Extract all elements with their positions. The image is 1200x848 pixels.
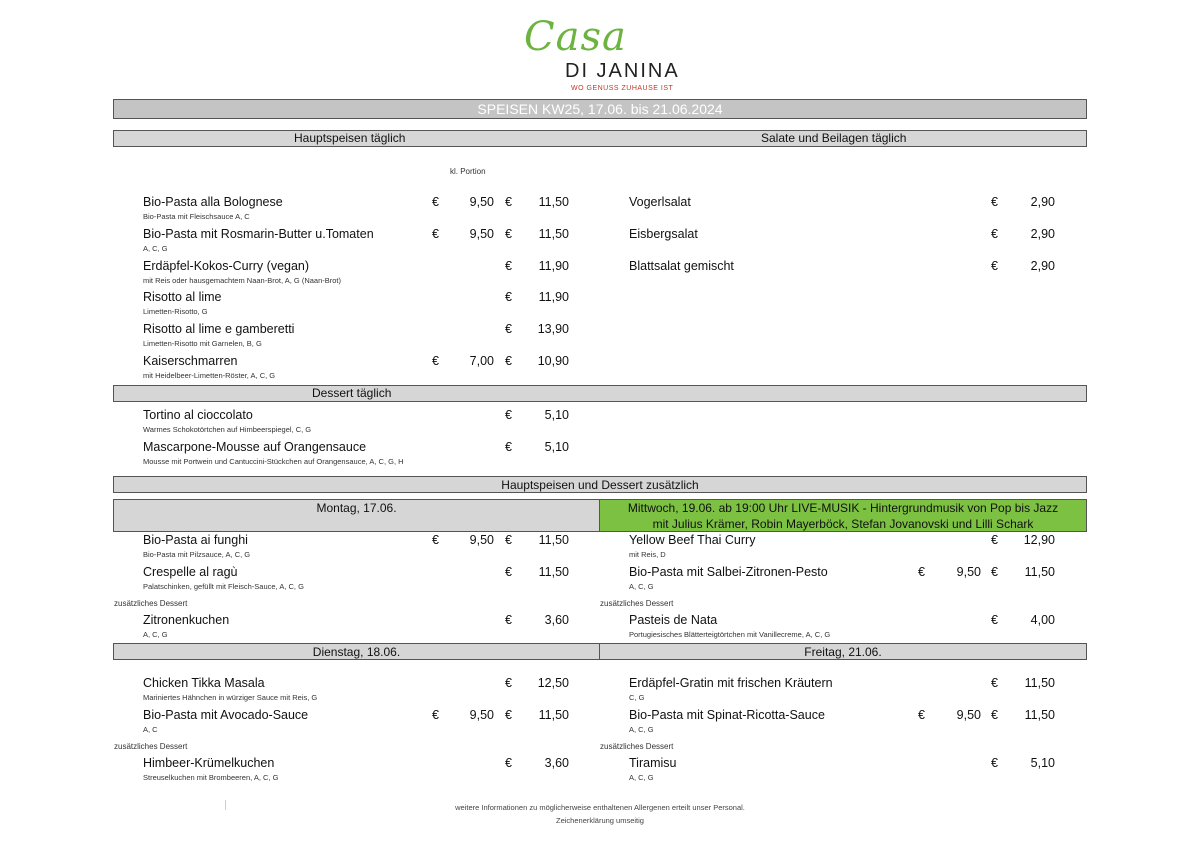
menu-item-price: 11,50	[538, 533, 569, 547]
menu-item-desc: Warmes Schokotörtchen auf Himbeerspiegel, C, G	[143, 425, 312, 434]
euro-sign: €	[505, 533, 512, 547]
menu-item-price: 11,50	[538, 226, 569, 241]
euro-sign: €	[505, 408, 512, 422]
menu-item-desc: mit Reis oder hausgemachtem Naan-Brot, A, G (Naan-Brot)	[143, 275, 341, 285]
header-dessert: Dessert täglich	[312, 386, 392, 400]
menu-item-price: 12,50	[537, 676, 569, 690]
euro-sign: €	[918, 707, 925, 722]
menu-item-price: 3,60	[544, 613, 569, 627]
menu-item-price: 11,90	[538, 290, 569, 305]
euro-sign: €	[505, 226, 512, 241]
euro-sign: €	[505, 613, 512, 627]
menu-item-desc: A, C, G	[143, 243, 168, 253]
euro-sign: €	[505, 322, 512, 337]
menu-item-price: 10,90	[537, 354, 569, 368]
menu-item-desc: Portugiesisches Blätterteigtörtchen mit Vanillecreme, A, C, G	[629, 630, 831, 639]
menu-item-price: 5,10	[1030, 756, 1055, 770]
euro-sign: €	[505, 676, 512, 690]
menu-item-price: 11,50	[1024, 564, 1055, 579]
menu-item-desc: mit Reis, D	[629, 550, 666, 559]
menu-item-desc: A, C, G	[629, 773, 654, 782]
menu-item-price: 5,10	[544, 439, 569, 454]
extra-dessert-label: zusätzliches Dessert	[600, 742, 674, 751]
menu-item-name: Bio-Pasta alla Bolognese	[143, 195, 283, 209]
header-salate: Salate und Beilagen täglich	[761, 131, 907, 145]
menu-item-name: Mascarpone-Mousse auf Orangensauce	[143, 439, 367, 454]
menu-item-desc: A, C, G	[629, 724, 654, 734]
small-portion-price: 9,50	[956, 707, 981, 722]
menu-item-desc: A, C	[143, 724, 158, 734]
menu-item-name: Risotto al lime e gamberetti	[143, 322, 295, 337]
small-portion-price: 9,50	[956, 564, 981, 579]
extra-dessert-label: zusätzliches Dessert	[600, 599, 674, 608]
footer-allergen-note: weitere Informationen zu möglicherweise enthaltenen Allergenen erteilt unser Personal.	[455, 803, 745, 812]
euro-sign: €	[432, 195, 439, 209]
menu-item-name: Bio-Pasta mit Spinat-Ricotta-Sauce	[629, 707, 825, 722]
menu-item-name: Bio-Pasta ai funghi	[143, 533, 248, 547]
montag-header-bar	[113, 499, 600, 532]
salad-name: Eisbergsalat	[629, 226, 698, 241]
euro-sign: €	[432, 533, 439, 547]
small-portion-label: kl. Portion	[450, 167, 486, 176]
salad-price: 2,90	[1030, 258, 1055, 273]
euro-sign: €	[991, 258, 998, 273]
extra-header-bar	[113, 476, 1087, 493]
menu-item-name: Zitronenkuchen	[143, 613, 230, 627]
menu-item-desc: Bio-Pasta mit Fleischsauce A, C	[143, 212, 250, 221]
euro-sign: €	[432, 354, 439, 368]
small-portion-price: 9,50	[469, 707, 494, 722]
header-freitag: Freitag, 21.06.	[804, 645, 882, 659]
menu-item-name: Erdäpfel-Kokos-Curry (vegan)	[143, 258, 310, 273]
header-montag: Montag, 17.06.	[316, 501, 397, 515]
menu-item-name: Yellow Beef Thai Curry	[629, 533, 756, 547]
menu-item-name: Bio-Pasta mit Rosmarin-Butter u.Tomaten	[143, 226, 374, 241]
dessert-header-bar	[113, 385, 1087, 402]
menu-item-desc: Mariniertes Hähnchen in würziger Sauce mit Reis, G	[143, 693, 318, 702]
euro-sign: €	[991, 533, 998, 547]
menu-item-desc: A, C, G	[143, 630, 168, 639]
euro-sign: €	[432, 226, 439, 241]
euro-sign: €	[505, 564, 512, 579]
menu-item-name: Tiramisu	[629, 756, 677, 770]
footer-legend-note: Zeichenerklärung umseitig	[556, 816, 644, 825]
menu-item-price: 11,90	[538, 258, 569, 273]
menu-item-desc: Streuselkuchen mit Brombeeren, A, C, G	[143, 773, 279, 782]
mittwoch-header-bar	[599, 499, 1087, 532]
menu-item-price: 3,60	[544, 756, 569, 770]
mittwoch-line1: Mittwoch, 19.06. ab 19:00 Uhr LIVE-MUSIK - Hintergrundmusik von Pop bis Jazz	[627, 501, 1059, 515]
euro-sign: €	[505, 439, 512, 454]
menu-item-name: Pasteis de Nata	[629, 613, 718, 627]
menu-item-price: 5,10	[544, 408, 569, 422]
header-hauptspeisen: Hauptspeisen täglich	[294, 131, 406, 145]
small-portion-price: 7,00	[469, 354, 494, 368]
euro-sign: €	[505, 290, 512, 305]
euro-sign: €	[505, 354, 512, 368]
menu-item-desc: Mousse mit Portwein und Cantuccini-Stückchen auf Orangensauce, A, C, G, H	[143, 456, 404, 466]
header-zusaetzlich: Hauptspeisen und Dessert zusätzlich	[501, 478, 699, 492]
menu-item-price: 4,00	[1030, 613, 1055, 627]
small-portion-price: 9,50	[469, 195, 494, 209]
dienstag-header-bar	[113, 643, 600, 660]
menu-item-name: Bio-Pasta mit Avocado-Sauce	[143, 707, 309, 722]
menu-item-name: Tortino al cioccolato	[143, 408, 253, 422]
menu-item-name: Risotto al lime	[143, 290, 222, 305]
menu-item-name: Himbeer-Krümelkuchen	[143, 756, 275, 770]
euro-sign: €	[991, 676, 998, 690]
menu-item-name: Chicken Tikka Masala	[143, 676, 265, 690]
euro-sign: €	[991, 707, 998, 722]
menu-item-price: 11,50	[538, 707, 569, 722]
menu-item-desc: Limetten-Risotto mit Garnelen, B, G	[143, 339, 262, 349]
menu-item-desc: A, C, G	[629, 581, 654, 591]
menu-item-desc: C, G	[629, 693, 645, 702]
menu-item-name: Kaiserschmarren	[143, 354, 238, 368]
salad-price: 2,90	[1030, 195, 1055, 209]
menu-item-price: 11,50	[538, 564, 569, 579]
extra-dessert-label: zusätzliches Dessert	[114, 599, 188, 608]
euro-sign: €	[432, 707, 439, 722]
extra-dessert-label: zusätzliches Dessert	[114, 742, 188, 751]
menu-item-desc: Palatschinken, gefüllt mit Fleisch-Sauce, A, C, G	[143, 581, 304, 591]
euro-sign: €	[991, 195, 998, 209]
logo-tagline: WO GENUSS ZUHAUSE IST	[571, 85, 674, 92]
daily-header-bar	[113, 130, 1087, 147]
euro-sign: €	[991, 226, 998, 241]
menu-item-price: 13,90	[537, 322, 569, 337]
euro-sign: €	[991, 756, 998, 770]
menu-item-desc: mit Heidelbeer-Limetten-Röster, A, C, G	[143, 371, 276, 380]
header-dienstag: Dienstag, 18.06.	[312, 645, 401, 659]
euro-sign: €	[991, 613, 998, 627]
freitag-header-bar	[599, 643, 1087, 660]
menu-item-name: Crespelle al ragù	[143, 564, 238, 579]
salad-name: Vogerlsalat	[629, 195, 691, 209]
menu-title-bar	[113, 99, 1087, 119]
euro-sign: €	[505, 195, 512, 209]
menu-item-price: 11,50	[538, 195, 569, 209]
euro-sign: €	[991, 564, 998, 579]
salad-price: 2,90	[1030, 226, 1055, 241]
small-portion-price: 9,50	[469, 533, 494, 547]
euro-sign: €	[918, 564, 925, 579]
euro-sign: €	[505, 756, 512, 770]
menu-item-name: Erdäpfel-Gratin mit frischen Kräutern	[629, 676, 833, 690]
menu-item-price: 11,50	[1024, 676, 1055, 690]
menu-item-name: Bio-Pasta mit Salbei-Zitronen-Pesto	[629, 564, 828, 579]
menu-item-price: 12,90	[1023, 533, 1055, 547]
menu-item-price: 11,50	[1024, 707, 1055, 722]
menu-item-desc: Bio-Pasta mit Pilzsauce, A, C, G	[143, 550, 251, 559]
small-portion-price: 9,50	[469, 226, 494, 241]
euro-sign: €	[505, 258, 512, 273]
salad-name: Blattsalat gemischt	[629, 258, 734, 273]
mittwoch-line2: mit Julius Krämer, Robin Mayerböck, Stefan Jovanovski und Lilli Schark	[652, 517, 1034, 531]
menu-item-desc: Limetten-Risotto, G	[143, 307, 208, 317]
euro-sign: €	[505, 707, 512, 722]
logo-name: DI JANINA	[565, 60, 680, 82]
menu-title: SPEISEN KW25, 17.06. bis 21.06.2024	[477, 101, 723, 117]
logo-casa: Casa	[524, 14, 627, 60]
